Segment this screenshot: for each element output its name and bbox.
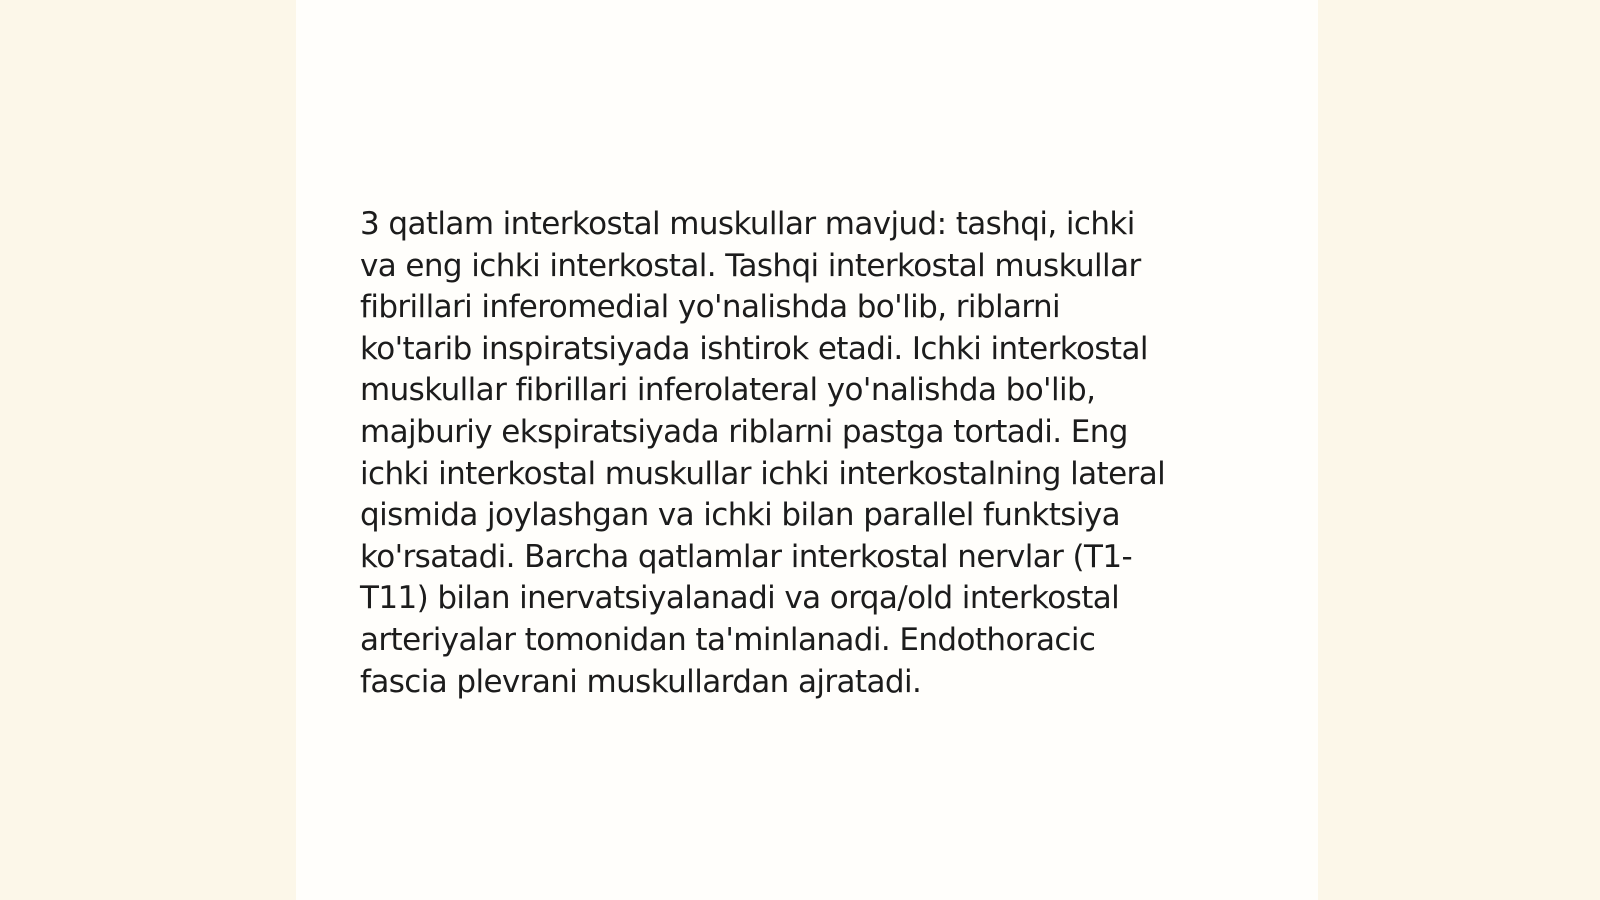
document-page bbox=[296, 0, 1318, 900]
paragraph-line: arteriyalar tomonidan ta'minlanadi. Endothoracic bbox=[360, 621, 1096, 658]
right-margin-background bbox=[1318, 0, 1600, 900]
paragraph-line: ko'rsatadi. Barcha qatlamlar interkostal nervlar (T1- bbox=[360, 538, 1133, 575]
paragraph-line: fibrillari inferomedial yo'nalishda bo'lib, riblarni bbox=[360, 289, 1061, 326]
paragraph-line: 3 qatlam interkostal muskullar mavjud: tashqi, ichki bbox=[360, 206, 1135, 242]
left-margin-background bbox=[0, 0, 296, 900]
paragraph-line: va eng ichki interkostal. Tashqi interkostal muskullar bbox=[360, 247, 1141, 284]
paragraph-line: qismida joylashgan va ichki bilan parallel funktsiya bbox=[360, 497, 1121, 534]
paragraph-line: muskullar fibrillari inferolateral yo'nalishda bo'lib, bbox=[360, 372, 1096, 409]
paragraph-line: ko'tarib inspiratsiyada ishtirok etadi. Ichki interkostal bbox=[360, 330, 1148, 367]
paragraph-line: T11) bilan inervatsiyalanadi va orqa/old interkostal bbox=[360, 580, 1120, 617]
paragraph-line: ichki interkostal muskullar ichki interkostalning lateral bbox=[360, 455, 1166, 492]
paragraph-line: majburiy ekspiratsiyada riblarni pastga tortadi. Eng bbox=[360, 413, 1128, 450]
paragraph-line: fascia plevrani muskullardan ajratadi. bbox=[360, 663, 922, 700]
body-paragraph bbox=[360, 204, 1265, 703]
